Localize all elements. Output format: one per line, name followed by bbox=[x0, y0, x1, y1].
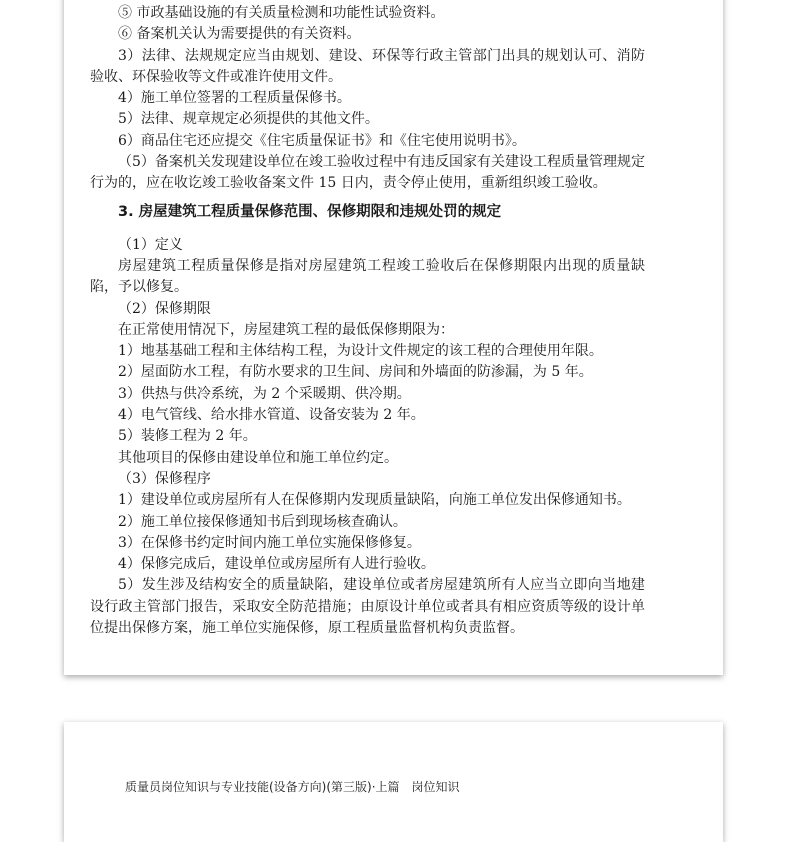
text-line: 4）电气管线、给水排水管道、设备安装为 2 年。 bbox=[118, 407, 425, 424]
text-line: 5）发生涉及结构安全的质量缺陷，建设单位或者房屋建筑所有人应当立即向当地建 bbox=[118, 577, 645, 594]
text-line: 5）法律、规章规定必须提供的其他文件。 bbox=[118, 111, 379, 128]
text-line: 4）施工单位签署的工程质量保修书。 bbox=[118, 90, 351, 107]
text-line: 3）供热与供冷系统，为 2 个采暖期、供冷期。 bbox=[118, 385, 411, 402]
running-head: 质量员岗位知识与专业技能(设备方向)(第三版)·上篇 岗位知识 bbox=[125, 780, 460, 794]
text-line: 3）法律、法规规定应当由规划、建设、环保等行政主管部门出具的规划认可、消防 bbox=[118, 47, 645, 64]
section-text-after bbox=[90, 235, 645, 640]
text-line: 其他项目的保修由建设单位和施工单位约定。 bbox=[118, 449, 398, 466]
text-line: 2）施工单位接保修通知书后到现场核查确认。 bbox=[118, 513, 407, 530]
text-line: ⑥ 备案机关认为需要提供的有关资料。 bbox=[118, 26, 361, 43]
text-line: 陷，予以修复。 bbox=[90, 279, 188, 296]
text-line: （5）备案机关发现建设单位在竣工验收过程中有违反国家有关建设工程质量管理规定 bbox=[118, 154, 645, 171]
text-line: 行为的，应在收讫竣工验收备案文件 15 日内，责令停止使用，重新组织竣工验收。 bbox=[90, 175, 607, 192]
section-text-before bbox=[90, 3, 645, 195]
text-line: 2）屋面防水工程，有防水要求的卫生间、房间和外墙面的防渗漏，为 5 年。 bbox=[118, 364, 593, 381]
text-line: 6）商品住宅还应提交《住宅质量保证书》和《住宅使用说明书》。 bbox=[118, 132, 526, 149]
text-line: 房屋建筑工程质量保修是指对房屋建筑工程竣工验收后在保修期限内出现的质量缺 bbox=[118, 257, 645, 274]
text-line: （1）定义 bbox=[118, 236, 183, 253]
section-heading: 3. 房屋建筑工程质量保修范围、保修期限和违规处罚的规定 bbox=[118, 203, 502, 220]
text-line: 验收、环保验收等文件或准许使用文件。 bbox=[90, 68, 342, 85]
text-line: 4）保修完成后，建设单位或房屋所有人进行验收。 bbox=[118, 556, 435, 573]
text-line: 位提出保修方案，施工单位实施保修，原工程质量监督机构负责监督。 bbox=[90, 620, 524, 637]
page-content bbox=[90, 3, 645, 639]
text-line: 1）地基基础工程和主体结构工程，为设计文件规定的该工程的合理使用年限。 bbox=[118, 343, 603, 360]
text-line: 1）建设单位或房屋所有人在保修期内发现质量缺陷，向施工单位发出保修通知书。 bbox=[118, 492, 631, 509]
text-line: ⑤ 市政基础设施的有关质量检测和功能性试验资料。 bbox=[118, 5, 445, 21]
text-line: 在正常使用情况下，房屋建筑工程的最低保修期限为： bbox=[118, 321, 454, 338]
document-page-2 bbox=[64, 722, 723, 842]
text-line: （3）保修程序 bbox=[118, 470, 211, 487]
document-page-1 bbox=[64, 0, 723, 675]
text-line: 3）在保修书约定时间内施工单位实施保修修复。 bbox=[118, 534, 421, 551]
text-line: 设行政主管部门报告，采取安全防范措施；由原设计单位或者具有相应资质等级的设计单 bbox=[90, 598, 645, 615]
text-line: （2）保修期限 bbox=[118, 300, 211, 317]
text-line: 5）装修工程为 2 年。 bbox=[118, 428, 257, 445]
